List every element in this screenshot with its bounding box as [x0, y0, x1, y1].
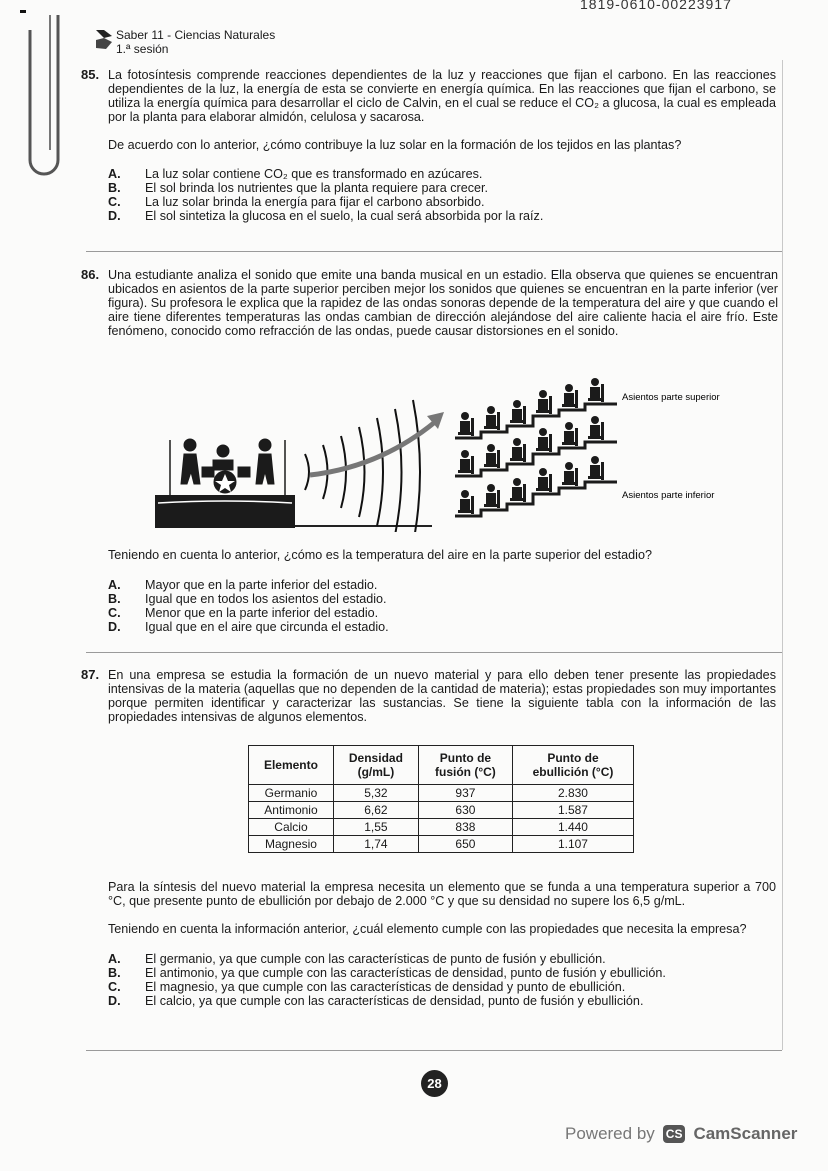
- spectator-icon: [458, 450, 474, 474]
- question-number: 86.: [81, 267, 100, 282]
- stadium-figure: [150, 372, 750, 532]
- cell: 2.830: [512, 785, 633, 802]
- document-id: 1819-0610-00223917: [580, 0, 732, 12]
- header-session: 1.ª sesión: [116, 42, 169, 56]
- cell: 650: [418, 836, 512, 853]
- properties-table: [248, 745, 634, 853]
- cell: 1.107: [512, 836, 633, 853]
- section-divider: [86, 652, 782, 653]
- stage: [155, 495, 295, 528]
- option-letter: B.: [108, 592, 121, 606]
- sound-wave-arc: [305, 454, 309, 490]
- option-text: Mayor que en la parte inferior del estadio.: [145, 578, 378, 592]
- option-b[interactable]: [108, 966, 776, 980]
- table-row: [249, 819, 634, 836]
- cell: 630: [418, 802, 512, 819]
- sound-waves-icon: [305, 400, 420, 532]
- spectator-icon: [562, 422, 578, 446]
- option-text: El sol brinda los nutrientes que la planta requiere para crecer.: [145, 181, 489, 195]
- watermark-brand: CamScanner: [693, 1124, 798, 1143]
- cell: Antimonio: [249, 802, 334, 819]
- question-87-prompt: [108, 880, 776, 1008]
- spectator-icon: [458, 490, 474, 514]
- band-icon: [170, 439, 285, 495]
- question-85: [81, 67, 776, 223]
- question-context: La fotosíntesis comprende reacciones dependientes de la luz y reacciones que fijan el carbono. En las reacciones dependientes de la luz, la energía de esta se convierte en energía química. En las reacciones que fijan el carbono, se utiliza la energía química para desarrollar el ciclo de Calvin, en el cual se reduce el CO₂ a glucosa, la cual es empleada por la planta para elaborar almidón, celulosa y sacarosa.: [108, 68, 776, 124]
- option-letter: C.: [108, 980, 121, 994]
- header-boiling-point: Punto de ebullición (°C): [512, 746, 633, 785]
- spectator-icon: [484, 406, 500, 430]
- paper-clip-icon: [20, 10, 70, 190]
- question-prompt: Teniendo en cuenta la información anterior, ¿cuál elemento cumple con las propiedades que necesita la empresa?: [108, 922, 747, 936]
- question-number: 85.: [81, 67, 100, 82]
- spectator-icon: [510, 438, 526, 462]
- option-d[interactable]: [108, 620, 778, 634]
- spectator-icon: [562, 462, 578, 486]
- cell: 1,74: [333, 836, 418, 853]
- option-text: Menor que en la parte inferior del estadio.: [145, 606, 379, 620]
- question-86: [81, 267, 778, 338]
- spectator-icon: [510, 478, 526, 502]
- option-text: Igual que en todos los asientos del estadio.: [145, 592, 387, 606]
- watermark-prefix: Powered by: [565, 1124, 655, 1143]
- option-c[interactable]: [108, 606, 778, 620]
- option-letter: D.: [108, 994, 121, 1008]
- option-b[interactable]: [108, 592, 778, 606]
- spectator-icon: [562, 384, 578, 408]
- cell: 5,32: [333, 785, 418, 802]
- question-context: Una estudiante analiza el sonido que emite una banda musical en un estadio. Ella observa que quienes se encuentran ubicados en asientos de la parte superior perciben mejor los sonidos que quienes se encuentran en la parte inferior (ver figura). Su profesora le explica que la rapidez de las ondas sonoras depende de la temperatura del aire y que cuando el aire tiene diferentes temperaturas las ondas cambian de dirección alejándose del aire caliente hacia el aire frío. Este fenómeno, conocido como refracción de las ondas, puede causar distorsiones en el sonido.: [108, 268, 778, 338]
- cell: Germanio: [249, 785, 334, 802]
- camscanner-watermark: [565, 1124, 797, 1144]
- table-header-row: [249, 746, 634, 785]
- option-letter: B.: [108, 966, 121, 980]
- cell: 1,55: [333, 819, 418, 836]
- sound-wave-arc: [395, 409, 402, 532]
- spectator-icon: [588, 416, 604, 440]
- camscanner-logo-icon: CS: [663, 1125, 686, 1143]
- option-text: El calcio, ya que cumple con las características de densidad, punto de fusión y ebullición.: [145, 994, 644, 1008]
- option-letter: D.: [108, 209, 121, 223]
- option-text: El antimonio, ya que cumple con las características de densidad, punto de fusión y ebullición.: [145, 966, 666, 980]
- spectator-icon: [536, 428, 552, 452]
- label-lower-seats: Asientos parte inferior: [622, 490, 715, 501]
- header-element: Elemento: [249, 746, 334, 785]
- question-prompt: Teniendo en cuenta lo anterior, ¿cómo es la temperatura del aire en la parte superior del estadio?: [108, 548, 652, 562]
- sound-wave-arc: [359, 427, 365, 517]
- table-row: [249, 802, 634, 819]
- option-text: La luz solar brinda la energía para fijar el carbono absorbido.: [145, 195, 485, 209]
- option-d[interactable]: [108, 209, 776, 223]
- cell: Magnesio: [249, 836, 334, 853]
- spectator-icon: [458, 412, 474, 436]
- option-letter: D.: [108, 620, 121, 634]
- section-divider: [86, 1050, 782, 1051]
- option-letter: C.: [108, 606, 121, 620]
- option-letter: B.: [108, 181, 121, 195]
- option-text: El sol sintetiza la glucosa en el suelo, la cual será absorbida por la raíz.: [145, 209, 544, 223]
- option-a[interactable]: [108, 578, 778, 592]
- option-a[interactable]: [108, 952, 776, 966]
- header-density: Densidad (g/mL): [333, 746, 418, 785]
- option-c[interactable]: [108, 980, 776, 994]
- right-border: [782, 60, 783, 1050]
- header-title: Saber 11 - Ciencias Naturales: [116, 28, 276, 42]
- option-text: El magnesio, ya que cumple con las características de densidad y punto de ebullición.: [145, 980, 626, 994]
- question-86-prompt: [108, 548, 778, 634]
- option-text: La luz solar contiene CO₂ que es transformado en azúcares.: [145, 167, 483, 181]
- label-upper-seats: Asientos parte superior: [622, 392, 720, 403]
- spectator-icon: [510, 400, 526, 424]
- spectator-icon: [484, 484, 500, 508]
- question-87: [81, 667, 776, 724]
- seat-rows: [455, 378, 617, 516]
- question-prompt: De acuerdo con lo anterior, ¿cómo contribuye la luz solar en la formación de los tejidos en las plantas?: [108, 138, 682, 152]
- spectator-icon: [536, 390, 552, 414]
- option-letter: A.: [108, 952, 121, 966]
- refraction-arrow: [310, 422, 435, 475]
- spectator-icon: [484, 444, 500, 468]
- cell: 1.587: [512, 802, 633, 819]
- table-row: [249, 836, 634, 853]
- option-a[interactable]: [108, 167, 776, 181]
- option-d[interactable]: [108, 994, 776, 1008]
- spectator-icon: [588, 378, 604, 402]
- cell: 838: [418, 819, 512, 836]
- spectator-icon: [588, 456, 604, 480]
- cell: Calcio: [249, 819, 334, 836]
- spectator-icon: [536, 468, 552, 492]
- table-row: [249, 785, 634, 802]
- question-context: En una empresa se estudia la formación de un nuevo material y para ello deben tener presente las propiedades intensivas de la materia (aquellas que no dependen de la cantidad de materia); estas propiedades son muy importantes porque permiten identificar y caracterizar las sustancias. Se tiene la siguiente tabla con la información de las propiedades intensivas de algunos elementos.: [108, 668, 776, 724]
- sound-wave-arc: [341, 436, 346, 508]
- seat-row: [455, 456, 617, 516]
- icfes-logo-icon: [94, 28, 114, 50]
- header-melting-point: Punto de fusión (°C): [418, 746, 512, 785]
- option-text: El germanio, ya que cumple con las características de punto de fusión y ebullición.: [145, 952, 606, 966]
- option-letter: A.: [108, 578, 121, 592]
- cell: 6,62: [333, 802, 418, 819]
- section-divider: [86, 251, 782, 252]
- page-number: 28: [421, 1070, 448, 1097]
- cell: 937: [418, 785, 512, 802]
- option-letter: A.: [108, 167, 121, 181]
- cell: 1.440: [512, 819, 633, 836]
- option-b[interactable]: [108, 181, 776, 195]
- option-letter: C.: [108, 195, 121, 209]
- stadium-sound-diagram: [150, 372, 750, 532]
- option-c[interactable]: [108, 195, 776, 209]
- question-number: 87.: [81, 667, 100, 682]
- sound-wave-arc: [377, 418, 383, 526]
- question-context-2: Para la síntesis del nuevo material la empresa necesita un elemento que se funda a una temperatura superior a 700 °C, que presente punto de ebullición por debajo de 2.000 °C y que su densidad no supere los 6,5 g/mL.: [108, 880, 776, 908]
- sound-wave-arc: [413, 400, 420, 532]
- option-text: Igual que en el aire que circunda el estadio.: [145, 620, 389, 634]
